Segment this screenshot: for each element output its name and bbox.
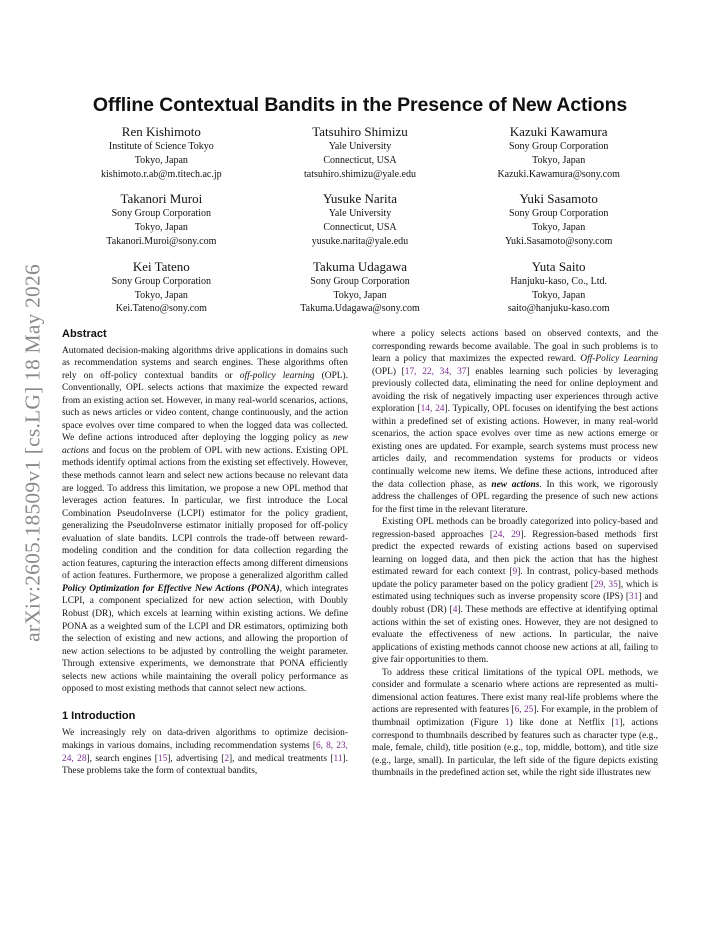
author-affiliation: Yale University xyxy=(328,141,392,152)
citation-link[interactable]: 1 xyxy=(614,717,620,728)
author-location: Tokyo, Japan xyxy=(134,222,188,234)
author-affiliation: Sony Group Corporation xyxy=(310,275,410,287)
author xyxy=(459,259,658,316)
author-affiliation: Sony Group Corporation xyxy=(508,141,609,152)
body-paragraph: Existing OPL methods can be broadly categorized into policy-based and regression-based approaches [24, 29]. Regression-based methods first predict the expected rewards of existing actions based on supervised learning on logged data, and then pick the action that has the highest estimated reward for each context [9]. In contrast, policy-based methods update the policy parameter based on the policy gradient [29, 35], which is estimated using techniques such as inverse propensity score (IPS) [31] and doubly robust (DR) [4]. These methods are effective at identifying optimal actions within the set of existing ones. However, they are not designed to evaluate the effectiveness of new actions. In particular, the naive applications of existing methods cannot choose new actions at all, failing to give fair opportunities to them. xyxy=(372,517,659,666)
body-paragraph: To address these critical limitations of the typical OPL methods, we consider and formulate a scenario where actions are represented as multi-dimensional action features. There exist many real-life problems where the actions are represented with features [6, 25]. For example, in the problem of thumbnail optimization (Figure 1) like done at Netflix [1], actions correspond to thumbnails described by features such as character type (e.g., male, female, child), title position (e.g., top, middle, bottom), and title size (e.g., large, small). In particular, the left side of the figure depicts existing thumbnails in the predefined action set, while the right side illustrates new xyxy=(372,667,659,779)
author-name: Takuma Udagawa xyxy=(312,258,407,274)
introduction-heading: 1 Introduction xyxy=(62,709,136,722)
left-column xyxy=(62,328,348,778)
author-location: Tokyo, Japan xyxy=(134,289,188,301)
author xyxy=(261,191,460,248)
author xyxy=(62,259,261,316)
author-name: Takanori Muroi xyxy=(120,191,203,207)
author-email: Kei.Tateno@sony.com xyxy=(115,303,207,315)
author xyxy=(459,124,658,181)
author-name: Yuki Sasamoto xyxy=(519,191,598,207)
paper-title: Offline Contextual Bandits in the Presence of New Actions xyxy=(92,94,628,116)
author xyxy=(62,191,261,248)
citation-link[interactable]: 6, 8, 23, 24, 28 xyxy=(62,740,349,764)
citation-link[interactable]: 9 xyxy=(512,567,518,578)
author-affiliation: Sony Group Corporation xyxy=(111,208,212,220)
author-name: Yusuke Narita xyxy=(322,191,397,207)
citation-link[interactable]: 2 xyxy=(224,753,230,764)
author-email: saito@hanjuku-kaso.com xyxy=(507,303,610,315)
author-affiliation: Yale University xyxy=(328,208,392,220)
citation-link[interactable]: 4 xyxy=(452,605,458,616)
abstract-heading: Abstract xyxy=(62,328,107,340)
citation-link[interactable]: 24, 29 xyxy=(493,529,521,540)
author-email: kishimoto.r.ab@m.titech.ac.jp xyxy=(101,168,222,180)
author xyxy=(459,191,658,248)
author-name: Kei Tateno xyxy=(132,258,190,274)
arxiv-identifier-text: arXiv:2605.18509v1 [cs.LG] 18 May 2026 xyxy=(20,263,45,642)
citation-link[interactable]: 6, 25 xyxy=(514,705,534,716)
author-affiliation: Sony Group Corporation xyxy=(508,208,609,220)
citation-link[interactable]: 15 xyxy=(157,753,168,764)
author-location: Tokyo, Japan xyxy=(134,154,188,166)
author-location: Tokyo, Japan xyxy=(532,289,586,301)
author-block xyxy=(62,124,658,316)
body-paragraph: where a policy selects actions based on observed contexts, and the corresponding rewards become available. The goal in such problems is to learn a policy that maximizes the expected reward. Off-Policy Learning (OPL) [17, 22, 34, 37] enables learning such policies by leveraging previously collected data, eliminating the need for online deployment and avoiding the risk of negatively impacting user experiences through active exploration [14, 24]. Typically, OPL focuses on identifying the best actions within a predefined set of existing actions. However, in many real-world scenarios, the action space evolves over time as new actions emerge or existing ones are updated. For example, search systems must process new articles daily, and recommendation systems for products or videos continually welcome new items. We define these actions, introduced after the data collection phase, as new actions. In this work, we rigorously address the challenges of OPL regarding the presence of such new actions for the first time in the relevant literature. xyxy=(372,329,659,515)
author-email: Takuma.Udagawa@sony.com xyxy=(300,303,420,315)
author-location: Connecticut, USA xyxy=(323,222,397,234)
author-affiliation: Sony Group Corporation xyxy=(111,275,212,287)
author-affiliation: Institute of Science Tokyo xyxy=(108,141,214,152)
citation-link[interactable]: 17, 22, 34, 37 xyxy=(404,366,467,377)
abstract-text: Automated decision-making algorithms drive applications in domains such as recommendation systems and search engines. These algorithms often rely on off-policy contextual bandits or off-policy learning (OPL). Conventionally, OPL selects actions that maximize the expected reward from an existing action set. However, in many real-world scenarios, actions, such as news articles or video content, change continuously, and the action space evolves over time compared to when the logged data was collected. We define actions introduced after deploying the logging policy as new actions and focus on the problem of OPL with new actions. Existing OPL methods identify optimal actions from the existing set effectively. However, these methods cannot learn and select new actions because no relevant data are logged. To address this limitation, we propose a new OPL method that leverages action features. In particular, we first introduce the Local Combination PseudoInverse (LCPI) estimator for the policy gradient, generalizing the PseudoInverse estimator initially proposed for off-policy evaluation of slate bandits. LCPI controls the trade-off between reward-modeling condition and the condition for data collection regarding the action features, capturing the interaction effects among different dimensions of action features. Furthermore, we propose a generalized algorithm called Policy Optimization for Effective New Actions (PONA), which integrates LCPI, a component specialized for new action selection, with Doubly Robust (DR), which excels at learning within existing actions. We define PONA as a weighted sum of the LCPI and DR estimators, optimizing both the selection of existing and new actions, and allowing the proportion of new action selections to be adjusted by controlling the weight parameter. Through extensive experiments, we demonstrate that PONA efficiently selects new actions while maintaining the overall policy performance as opposed to most existing methods that cannot select new actions. xyxy=(62,345,348,695)
citation-link[interactable]: 31 xyxy=(629,592,639,603)
author-location: Tokyo, Japan xyxy=(333,289,387,301)
author xyxy=(261,259,460,316)
author-location: Tokyo, Japan xyxy=(532,222,586,234)
author xyxy=(261,124,460,181)
author-name: Tatsuhiro Shimizu xyxy=(312,124,408,139)
author-email: Yuki.Sasamoto@sony.com xyxy=(504,235,613,247)
citation-link[interactable]: 11 xyxy=(333,753,343,764)
citation-link[interactable]: 14, 24 xyxy=(420,404,445,415)
author-name: Ren Kishimoto xyxy=(121,124,201,139)
citation-link[interactable]: 29, 35 xyxy=(593,579,618,590)
introduction-paragraph: We increasingly rely on data-driven algorithms to optimize decision-makings in various domains, including recommendation systems [6, 8, 23, 24, 28], search engines [15], advertising [2], and medical treatments [11]. These problems take the form of contextual bandits, xyxy=(62,728,349,777)
author xyxy=(62,124,261,181)
right-column xyxy=(372,328,658,780)
author-affiliation: Hanjuku-kaso, Co., Ltd. xyxy=(510,275,607,287)
figure-reference-link[interactable]: 1 xyxy=(504,717,510,728)
author-location: Connecticut, USA xyxy=(323,154,397,166)
author-email: Takanori.Muroi@sony.com xyxy=(106,235,217,247)
author-email: Kazuki.Kawamura@sony.com xyxy=(497,168,620,180)
author-email: yusuke.narita@yale.edu xyxy=(311,235,409,247)
author-name: Kazuki Kawamura xyxy=(509,124,608,139)
author-email: tatsuhiro.shimizu@yale.edu xyxy=(304,168,416,180)
author-location: Tokyo, Japan xyxy=(532,154,586,166)
arxiv-identifier xyxy=(16,255,50,650)
author-name: Yuta Saito xyxy=(531,258,586,274)
